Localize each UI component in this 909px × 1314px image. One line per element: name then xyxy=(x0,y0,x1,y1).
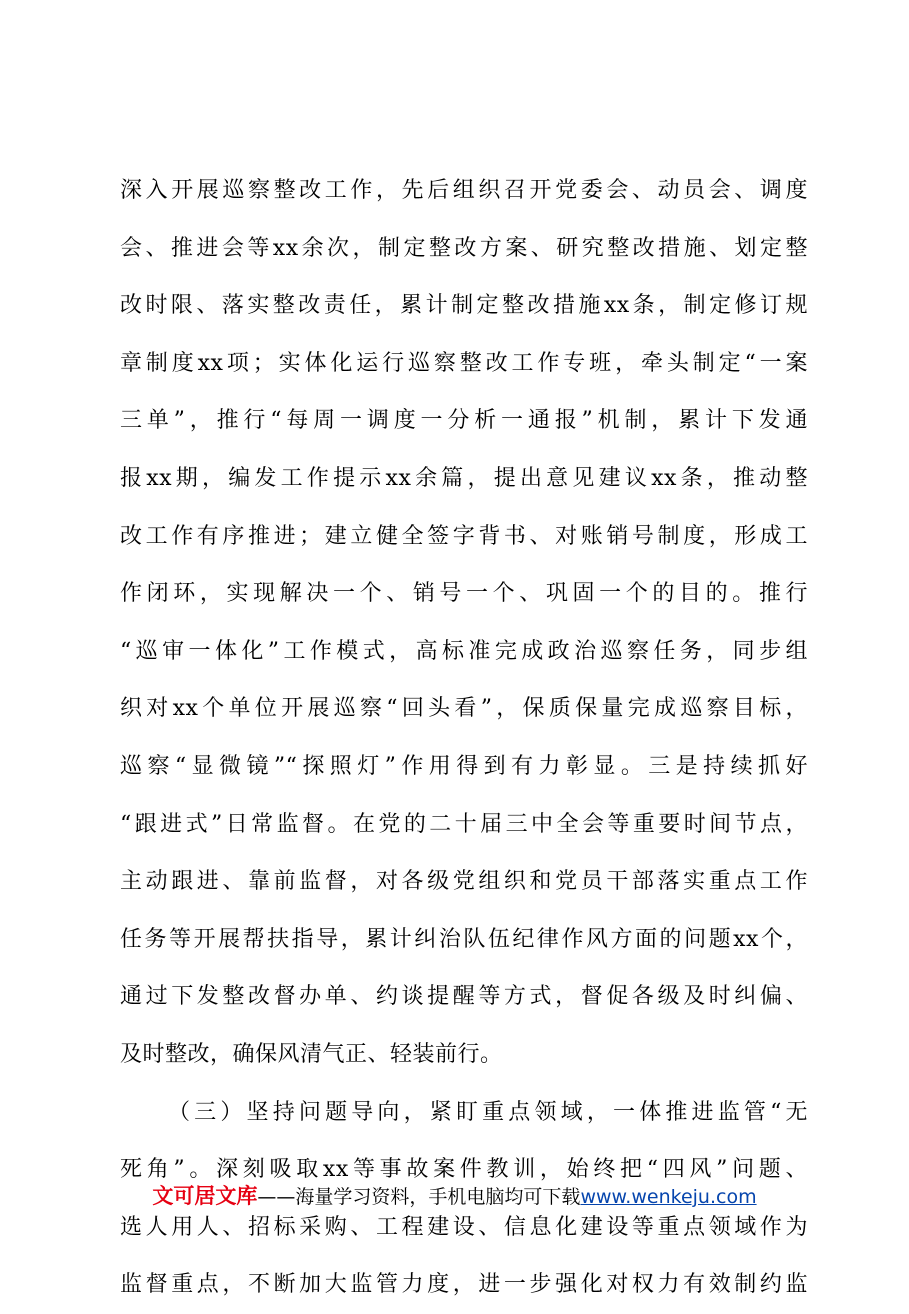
text-line: 改工作有序推进；建立健全签字背书、对账销号制度，形成工 xyxy=(120,523,808,549)
footer-brand: 文可居文库 xyxy=(152,1184,258,1208)
text-line: 死角”。深刻吸取xx等事故案件教训，始终把“四风”问题、 xyxy=(120,1157,808,1183)
text-line: 选人用人、招标采购、工程建设、信息化建设等重点领域作为 xyxy=(120,1214,808,1240)
text-line: 任务等开展帮扶指导，累计纠治队伍纪律作风方面的问题xx个， xyxy=(120,926,808,952)
text-line: 会、推进会等xx余次，制定整改方案、研究整改措施、划定整 xyxy=(120,235,808,261)
paragraph-end-line: 及时整改，确保风清气正、轻装前行。 xyxy=(120,1041,503,1067)
footer-site-link[interactable]: www.wenkeju.com xyxy=(580,1186,757,1208)
text-line: 三单”，推行“每周一调度一分析一通报”机制，累计下发通 xyxy=(120,408,808,434)
text-line: 织对xx个单位开展巡察“回头看”，保质保量完成巡察目标， xyxy=(120,696,808,722)
text-line: 章制度xx项；实体化运行巡察整改工作专班，牵头制定“一案 xyxy=(120,350,808,376)
text-line: 改时限、落实整改责任，累计制定整改措施xx条，制定修订规 xyxy=(120,293,808,319)
text-line: 巡察“显微镜”“探照灯”作用得到有力彰显。三是持续抓好 xyxy=(120,753,808,779)
document-body xyxy=(120,162,808,1314)
text-line: “跟进式”日常监督。在党的二十届三中全会等重要时间节点， xyxy=(120,811,808,837)
footer-tagline: ——海量学习资料，手机电脑均可下载 xyxy=(257,1186,581,1208)
footer-banner xyxy=(0,1180,909,1210)
text-line: “巡审一体化”工作模式，高标准完成政治巡察任务，同步组 xyxy=(120,638,808,664)
text-line: 作闭环，实现解决一个、销号一个、巩固一个的目的。推行 xyxy=(120,581,808,607)
text-line: 报xx期，编发工作提示xx余篇，提出意见建议xx条，推动整 xyxy=(120,465,808,491)
text-line: 深入开展巡察整改工作，先后组织召开党委会、动员会、调度 xyxy=(120,178,808,203)
text-line: 监督重点，不断加大监管力度，进一步强化对权力有效制约监 xyxy=(120,1272,808,1298)
text-line: 通过下发整改督办单、约谈提醒等方式，督促各级及时纠偏、 xyxy=(120,984,808,1010)
text-line: 主动跟进、靠前监督，对各级党组织和党员干部落实重点工作 xyxy=(120,869,808,895)
section-heading-line: （三）坚持问题导向，紧盯重点领域，一体推进监管“无 xyxy=(168,1099,808,1125)
